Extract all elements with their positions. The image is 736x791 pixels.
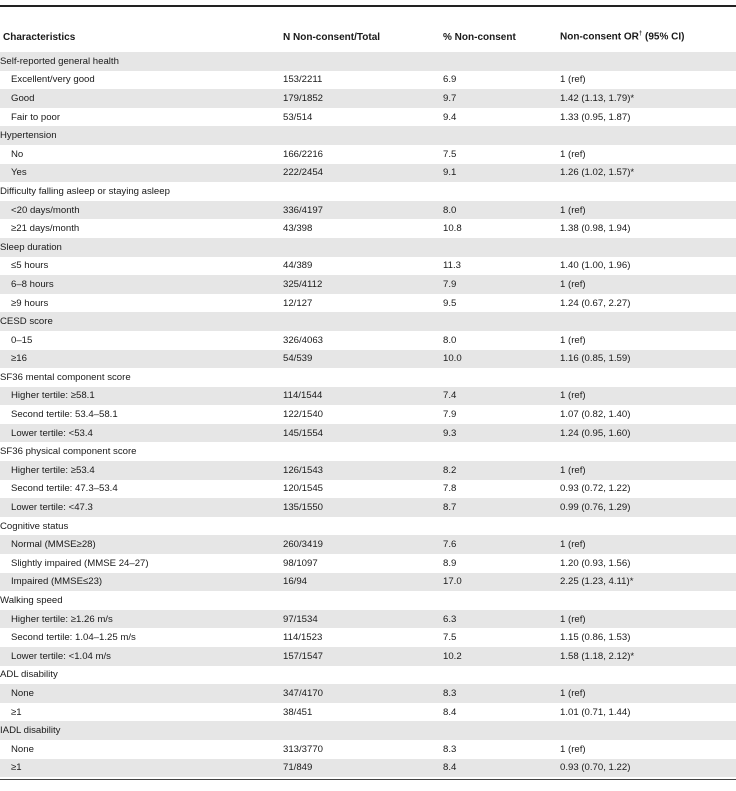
cell-n-nonconsent-total: 326/4063 [283,334,324,346]
table-row [0,89,736,108]
table-row [0,108,736,127]
cell-n-nonconsent-total: 313/3770 [283,743,324,755]
cell-n-nonconsent-total: 44/389 [283,260,313,272]
table-row [0,294,736,313]
cell-pct-nonconsent: 10.8 [443,223,462,235]
cell-pct-nonconsent: 7.9 [440,275,557,294]
group-header-row [0,442,736,461]
cell-n-nonconsent-total: 114/1523 [283,632,323,644]
cell-characteristic: Lower tertile: <47.3 [0,498,280,517]
group-header-row [0,517,736,536]
cell-n-empty [280,666,440,685]
bottom-rule [0,779,736,780]
table-row [0,257,736,276]
table-row [0,740,736,759]
cell-or-empty [557,182,736,201]
cell-n-nonconsent-total: 336/4197 [280,201,440,220]
table-row [0,350,736,369]
cell-or-empty [557,126,736,145]
cell-or-ci: 0.99 (0.76, 1.29) [557,498,736,517]
cell-characteristic: Higher tertile: ≥1.26 m/s [0,610,280,629]
table-row [0,628,736,647]
cell-n-nonconsent-total: 38/451 [283,706,313,718]
table-row [0,387,736,406]
cell-pct-empty [440,517,557,536]
cell-or-ci: 1.26 (1.02, 1.57)* [557,164,736,183]
cell-n-nonconsent-total: 179/1852 [280,89,440,108]
cell-pct-nonconsent: 10.2 [440,647,557,666]
cell-n-empty [280,126,440,145]
cell-n-nonconsent-total: 325/4112 [280,275,440,294]
cell-or-ci: 1.40 (1.00, 1.96) [560,260,631,272]
group-header-row [0,721,736,740]
cell-characteristic: Impaired (MMSE≤23) [0,573,280,592]
cell-pct-nonconsent: 9.3 [440,424,557,443]
table-row [0,275,736,294]
cell-pct-nonconsent: 9.4 [443,111,457,123]
cell-characteristic: Second tertile: 1.04–1.25 m/s [11,632,136,644]
table-row [0,331,736,350]
group-label: SF36 physical component score [0,446,137,458]
cell-pct-empty [440,666,557,685]
cell-n-nonconsent-total: 126/1543 [280,461,440,480]
cell-or-empty [557,591,736,610]
cell-pct-nonconsent: 7.8 [443,483,457,495]
cell-or-ci: 1.24 (0.67, 2.27) [560,297,631,309]
header-or-label: Non-consent OR [560,31,639,43]
cell-n-nonconsent-total: 53/514 [283,111,313,123]
cell-n-empty [280,442,440,461]
cell-pct-nonconsent: 8.0 [440,201,557,220]
cell-n-nonconsent-total: 12/127 [283,297,313,309]
table-row [0,219,736,238]
cell-n-empty [280,517,440,536]
group-header-row [0,368,736,387]
table-row [0,535,736,554]
cell-or-empty [557,238,736,257]
cell-or-empty [557,52,736,71]
group-header-row [0,52,736,71]
cell-n-nonconsent-total: 71/849 [280,759,440,778]
cell-n-nonconsent-total: 222/2454 [280,164,440,183]
table-row [0,164,736,183]
cell-characteristic: Slightly impaired (MMSE 24–27) [11,557,149,569]
cell-characteristic: Higher tertile: ≥53.4 [0,461,280,480]
table-row [0,201,736,220]
cell-characteristic: ≥9 hours [11,297,49,309]
cell-characteristic: ≥21 days/month [11,223,80,235]
cell-or-ci: 1 (ref) [557,684,736,703]
group-label: Difficulty falling asleep or staying asleep [0,185,170,197]
cell-or-ci: 1 (ref) [557,610,736,629]
table-body [0,52,736,777]
cell-or-ci: 1 (ref) [557,201,736,220]
cell-pct-nonconsent: 8.3 [440,684,557,703]
cell-n-nonconsent-total: 16/94 [280,573,440,592]
group-header-row [0,126,736,145]
cell-n-nonconsent-total: 166/2216 [283,148,324,160]
cell-or-ci: 1.15 (0.86, 1.53) [560,632,631,644]
cell-or-ci: 1.38 (0.98, 1.94) [560,223,631,235]
cell-or-ci: 1 (ref) [560,148,586,160]
cell-or-ci: 1 (ref) [560,334,586,346]
group-label: Self-reported general health [0,52,280,71]
cell-characteristic: 6–8 hours [0,275,280,294]
group-label: SF36 mental component score [0,371,131,383]
table-row [0,647,736,666]
cell-n-nonconsent-total: 145/1554 [280,424,440,443]
table-row [0,703,736,722]
cell-or-ci: 0.93 (0.72, 1.22) [560,483,631,495]
group-header-row [0,591,736,610]
group-label: Cognitive status [0,520,69,532]
header-ci-label: (95% CI) [642,31,685,43]
cell-or-ci: 1.07 (0.82, 1.40) [560,409,631,421]
cell-pct-nonconsent: 10.0 [440,350,557,369]
cell-or-ci: 1.24 (0.95, 1.60) [557,424,736,443]
cell-pct-nonconsent: 8.4 [440,759,557,778]
cell-n-nonconsent-total: 135/1550 [280,498,440,517]
cell-characteristic: ≤5 hours [11,260,49,272]
cell-characteristic: ≥16 [0,350,280,369]
cell-pct-nonconsent: 8.9 [443,557,457,569]
cell-characteristic: Yes [0,164,280,183]
cell-or-empty [557,312,736,331]
cell-pct-nonconsent: 7.4 [440,387,557,406]
group-header-row [0,666,736,685]
cell-pct-nonconsent: 11.3 [443,260,461,272]
cell-pct-nonconsent: 9.7 [440,89,557,108]
cell-or-ci: 1 (ref) [557,461,736,480]
table-row [0,684,736,703]
cell-characteristic: Fair to poor [11,111,61,123]
group-label: Hypertension [0,126,280,145]
cell-pct-empty [440,126,557,145]
cell-n-empty [280,368,440,387]
cell-characteristic: 0–15 [11,334,33,346]
cell-characteristic: Lower tertile: <53.4 [0,424,280,443]
cell-n-empty [280,721,440,740]
cell-pct-nonconsent: 8.7 [440,498,557,517]
group-label: Sleep duration [0,238,280,257]
table-row [0,405,736,424]
cell-pct-empty [440,368,557,387]
cell-or-empty [557,721,736,740]
cell-or-empty [557,666,736,685]
group-header-row [0,238,736,257]
cell-or-empty [557,442,736,461]
group-label: Walking speed [0,595,63,607]
cell-n-nonconsent-total: 114/1544 [280,387,440,406]
header-characteristics: Characteristics [3,31,76,43]
cell-characteristic: ≥1 [11,706,22,718]
cell-pct-nonconsent: 9.5 [443,297,457,309]
cell-n-nonconsent-total: 97/1534 [280,610,440,629]
cell-or-ci: 1.33 (0.95, 1.87) [560,111,631,123]
top-rule [0,5,736,7]
cell-pct-nonconsent: 7.9 [443,409,457,421]
cell-or-ci: 1 (ref) [557,535,736,554]
cell-pct-nonconsent: 7.6 [440,535,557,554]
cell-characteristic: Second tertile: 47.3–53.4 [11,483,118,495]
group-label: CESD score [0,312,280,331]
table-row [0,610,736,629]
table-row [0,461,736,480]
cell-characteristic: Excellent/very good [11,74,95,86]
cell-or-ci: 1.01 (0.71, 1.44) [560,706,631,718]
cell-pct-nonconsent: 8.0 [443,334,457,346]
cell-characteristic: Normal (MMSE≥28) [0,535,280,554]
cell-pct-nonconsent: 8.2 [440,461,557,480]
consent-table [0,22,736,777]
cell-n-empty [280,312,440,331]
cell-pct-empty [440,442,557,461]
cell-or-ci: 1 (ref) [560,743,586,755]
cell-n-empty [280,182,440,201]
dagger-footnote-mark: † [638,31,643,38]
table-row [0,759,736,778]
cell-pct-empty [440,591,557,610]
cell-n-nonconsent-total: 122/1540 [283,409,324,421]
cell-or-empty [557,368,736,387]
table-row [0,145,736,164]
cell-pct-empty [440,721,557,740]
cell-characteristic: No [11,148,24,160]
cell-characteristic: Good [0,89,280,108]
cell-or-ci: 1 (ref) [560,74,586,86]
cell-or-ci: 1 (ref) [557,387,736,406]
cell-n-nonconsent-total: 54/539 [280,350,440,369]
cell-or-ci: 1.20 (0.93, 1.56) [560,557,631,569]
cell-or-ci: 1 (ref) [557,275,736,294]
header-n-nonconsent-total: N Non-consent/Total [283,31,381,43]
cell-pct-nonconsent: 8.4 [443,706,457,718]
cell-n-empty [280,52,440,71]
cell-pct-nonconsent: 9.1 [440,164,557,183]
cell-or-empty [557,517,736,536]
cell-n-nonconsent-total: 153/2211 [283,74,323,86]
cell-n-nonconsent-total: 260/3419 [280,535,440,554]
table-row [0,480,736,499]
group-header-row [0,182,736,201]
header-row [0,22,736,52]
cell-characteristic: Second tertile: 53.4–58.1 [11,409,118,421]
cell-pct-nonconsent: 7.5 [443,632,457,644]
cell-pct-empty [440,52,557,71]
table-row [0,424,736,443]
cell-pct-nonconsent: 6.3 [440,610,557,629]
cell-n-nonconsent-total: 157/1547 [280,647,440,666]
cell-characteristic: Higher tertile: ≥58.1 [0,387,280,406]
cell-n-nonconsent-total: 43/398 [283,223,313,235]
cell-characteristic: None [11,743,34,755]
cell-characteristic: ≥1 [0,759,280,778]
cell-n-nonconsent-total: 120/1545 [283,483,324,495]
cell-n-empty [280,238,440,257]
group-label: ADL disability [0,669,58,681]
cell-pct-empty [440,238,557,257]
cell-or-ci: 2.25 (1.23, 4.11)* [557,573,736,592]
table-row [0,554,736,573]
cell-pct-empty [440,182,557,201]
table-row [0,71,736,90]
header-pct-nonconsent: % Non-consent [443,31,516,43]
cell-or-ci: 0.93 (0.70, 1.22) [557,759,736,778]
cell-pct-nonconsent: 6.9 [443,74,457,86]
cell-or-ci: 1.58 (1.18, 2.12)* [557,647,736,666]
cell-n-nonconsent-total: 347/4170 [280,684,440,703]
cell-characteristic: None [0,684,280,703]
cell-pct-empty [440,312,557,331]
group-label: IADL disability [0,721,280,740]
table-row [0,573,736,592]
cell-pct-nonconsent: 17.0 [440,573,557,592]
cell-characteristic: Lower tertile: <1.04 m/s [0,647,280,666]
cell-n-empty [280,591,440,610]
cell-n-nonconsent-total: 98/1097 [283,557,318,569]
cell-pct-nonconsent: 8.3 [443,743,457,755]
cell-or-ci: 1.42 (1.13, 1.79)* [557,89,736,108]
group-header-row [0,312,736,331]
cell-pct-nonconsent: 7.5 [443,148,457,160]
header-or-ci [557,22,736,52]
table-row [0,498,736,517]
cell-or-ci: 1.16 (0.85, 1.59) [557,350,736,369]
cell-characteristic: <20 days/month [0,201,280,220]
